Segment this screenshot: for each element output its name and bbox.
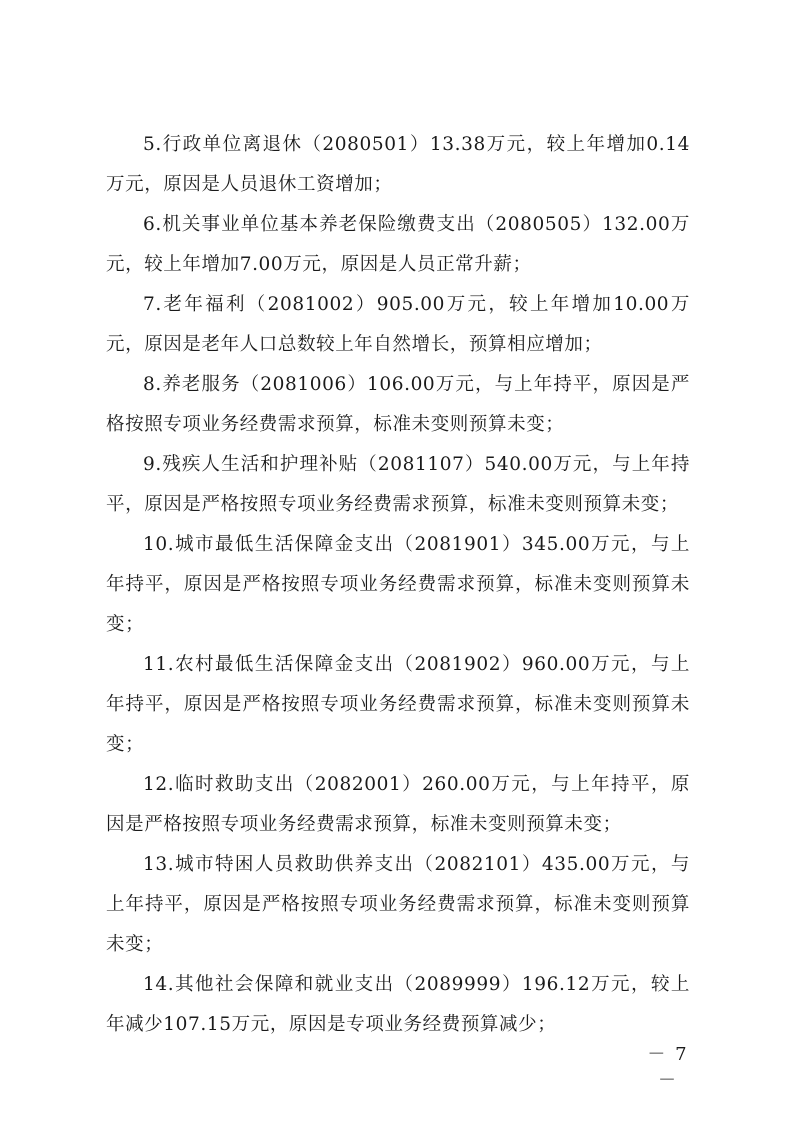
paragraph-item-5: 5.行政单位离退休（2080501）13.38万元，较上年增加0.14万元，原因是人员退休工资增加； bbox=[106, 134, 690, 195]
paragraph-item-6: 6.机关事业单位基本养老保险缴费支出（2080505）132.00万元，较上年增加7.00万元，原因是人员正常升薪； bbox=[106, 214, 690, 275]
paragraph-item-7: 7.老年福利（2081002）905.00万元，较上年增加10.00万元，原因是老年人口总数较上年自然增长，预算相应增加； bbox=[106, 294, 690, 355]
paragraph-item-10: 10.城市最低生活保障金支出（2081901）345.00万元，与上年持平，原因是严格按照专项业务经费需求预算，标准未变则预算未变； bbox=[106, 534, 690, 635]
page-number: － 7 － bbox=[647, 1044, 689, 1091]
paragraph-item-13: 13.城市特困人员救助供养支出（2082101）435.00万元，与上年持平，原因是严格按照专项业务经费需求预算，标准未变则预算未变； bbox=[106, 854, 690, 955]
paragraph-item-9: 9.残疾人生活和护理补贴（2081107）540.00万元，与上年持平，原因是严格按照专项业务经费需求预算，标准未变则预算未变； bbox=[106, 454, 690, 515]
paragraph-item-8: 8.养老服务（2081006）106.00万元，与上年持平，原因是严格按照专项业务经费需求预算，标准未变则预算未变； bbox=[106, 374, 690, 435]
paragraph-item-14: 14.其他社会保障和就业支出（2089999）196.12万元，较上年减少107.15万元，原因是专项业务经费预算减少； bbox=[106, 974, 690, 1035]
paragraph-item-11: 11.农村最低生活保障金支出（2081902）960.00万元，与上年持平，原因是严格按照专项业务经费需求预算，标准未变则预算未变； bbox=[106, 654, 690, 755]
paragraph-item-12: 12.临时救助支出（2082001）260.00万元，与上年持平，原因是严格按照专项业务经费需求预算，标准未变则预算未变； bbox=[106, 774, 690, 835]
document-body bbox=[106, 125, 690, 1045]
